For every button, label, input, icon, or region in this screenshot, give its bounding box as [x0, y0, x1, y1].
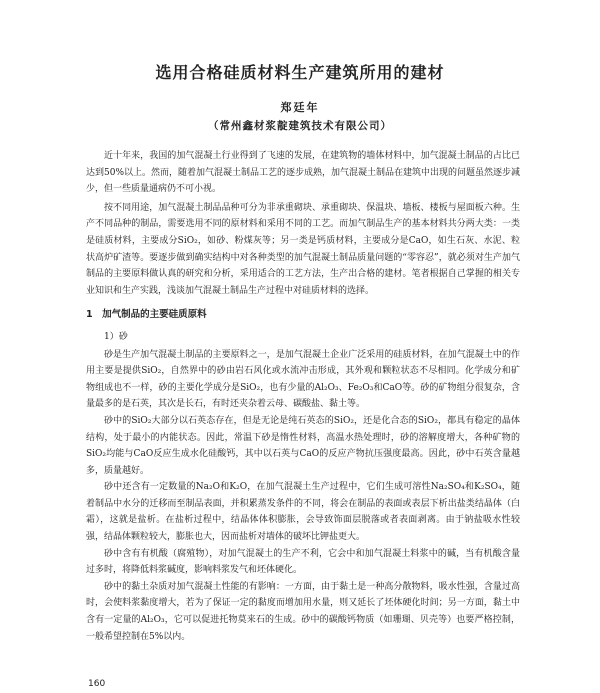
section-paragraph-2: 砂中的SiO₂大部分以石英态存在，但是无论是纯石英态的SiO₂，还是化合态的SiO₂，都具有稳定的晶体结构，处于最小的内能状态。因此，常温下砂是惰性材料，高温水热处理时，砂的溶解度增大，各种矿物的SiO₂均能与CaO反应生成水化硅酸钙，其中以石英与CaO的反应产物抗压强度最高。因此，砂中石英含量越多，质量越好。 [86, 415, 520, 476]
section-paragraph-5: 砂中的黏土杂质对加气混凝土性能的有影响：一方面，由于黏土是一种高分散物料，吸水性强，含量过高时，会使料浆黏度增大，若为了保证一定的黏度而增加用水量，则又延长了坯体硬化时间；另一方面，黏土中含有一定量的Al₂O₃，它可以促进托物莫来石的生成。砂中的碳酸钙物质（如珊瑚、贝壳等）也要严格控制，一般希望控制在5%以内。 [86, 581, 520, 642]
intro-paragraph-2: 按不同用途，加气混凝土制品品种可分为非承重砌块、承重砌块、保温块、墙板、楼板与屋面板六种。生产不同品种的制品，需要选用不同的原材料和采用不同的工艺。而加气制品生产的基本材料共分两大类：一类是硅质材料，主要成分SiO₂，如砂、粉煤灰等；另一类是钙质材料，主要成分是CaO，如生石灰、水泥、粒状高炉矿渣等。要逐步做到确实结构中对各种类型的加气混凝土制品质量问题的“零容忍”，就必须对生产加气制品的主要原料做认真的研究和分析，采用适合的工艺方法，生产出合格的建材。笔者根据自己掌握的相关专业知识和生产实践，浅谈加气混凝土制品生产过程中对硅质材料的选择。 [86, 202, 520, 296]
intro-paragraph-1: 近十年来，我国的加气混凝土行业得到了飞速的发展，在建筑物的墙体材料中，加气混凝土制品的占比已达到50%以上。然而，随着加气混凝土制品工艺的逐步成熟，加气混凝土制品在建筑中出现的问题虽然逐步减少，但一些质量通病仍不可小视。 [86, 151, 521, 195]
subsection-heading: 1）砂 [104, 331, 128, 342]
section-heading: 1 加气制品的主要硅质原料 [86, 309, 207, 321]
article-body [86, 148, 520, 645]
section-paragraph-3: 砂中还含有一定数量的Na₂O和K₂O，在加气混凝土生产过程中，它们生成可溶性Na₂SO₄和K₂SO₄，随着制品中水分的迁移而至制品表面，并积累蒸发条件的不同，将会在制品的表面或表层下析出盐类结晶体（白霜），这就是盐析。在盐析过程中，结晶体体积膨胀，会导致饰面层脱落或者表面剥离。由于钠盐吸水性较强，结晶体颗粒较大，膨胀也大，因而盐析对墙体的破坏比钾盐更大。 [86, 482, 520, 543]
paper-title: 选用合格硅质材料生产建筑所用的建材 [155, 63, 445, 82]
author-name: 郑廷年 [280, 101, 320, 114]
section-paragraph-1: 砂是生产加气混凝土制品的主要原料之一，是加气混凝土企业广泛采用的硅质材料，在加气混凝土中的作用主要是提供SiO₂，自然界中的砂由岩石风化或水流冲击形成，其外观和颗粒状态不尽相同。化学成分和矿物组成也不一样，砂的主要化学成分是SiO₂，也有少量的Al₂O₃、Fe₂O₃和CaO等。砂的矿物组分很复杂，含量最多的是石英，其次是长石，有时还夹杂着云母、碳酸盐、黏土等。 [86, 349, 520, 410]
section-paragraph-4: 砂中含有有机酸（腐殖物），对加气混凝土的生产不利，它会中和加气混凝土料浆中的碱，当有机酸含量过多时，将降低料浆碱度，影响料浆发气和坯体硬化。 [86, 548, 520, 576]
author-affiliation: （常州鑫材浆靛建筑技术有限公司） [208, 120, 392, 132]
page-number: 160 [88, 679, 106, 689]
